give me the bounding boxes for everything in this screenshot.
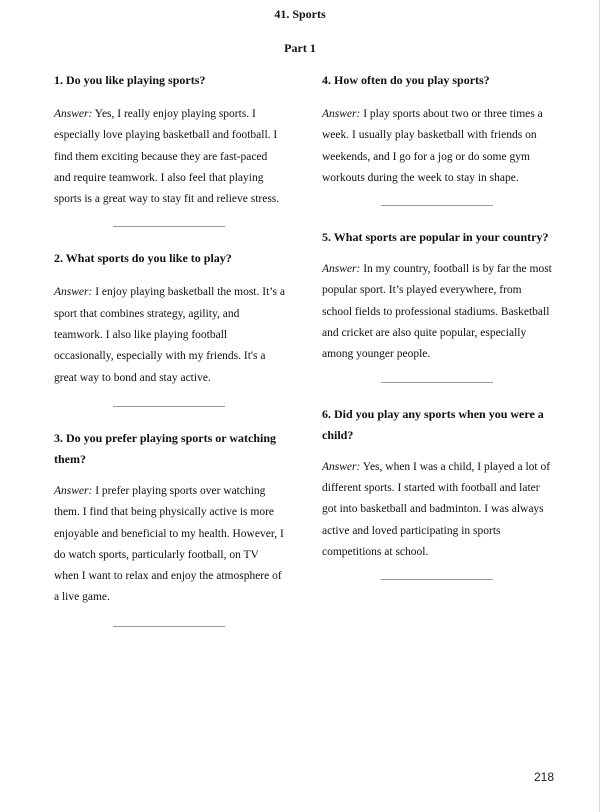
answer-text: In my country, football is by far the most popular sport. It’s played everywhere, from school fields to professional stadiums. Basketball and cricket are also quite popular, especially among younger people. bbox=[322, 263, 552, 361]
answer-text: Yes, I really enjoy playing sports. I especially love playing basketball and football. I find them exciting because they are fast-paced and require teamwork. I also feel that playing sports is a great way to stay fit and relieve stress. bbox=[54, 108, 280, 206]
divider bbox=[381, 382, 493, 383]
answer-text: Yes, when I was a child, I played a lot of different sports. I started with football and later got into basketball and badminton. I was always active and loved participating in sports competitions at school. bbox=[322, 460, 551, 558]
answer-label: Answer: bbox=[54, 286, 93, 299]
qa-block-3 bbox=[54, 428, 286, 627]
answer-6 bbox=[322, 457, 552, 563]
page-title: 41. Sports bbox=[274, 7, 326, 21]
answer-text: I play sports about two or three times a week. I usually play basketball with friends on weekends, and I go for a jog or do some gym workouts during the week to stay in shape. bbox=[322, 108, 543, 184]
question-6: 6. Did you play any sports when you were a child? bbox=[322, 406, 544, 442]
answer-2 bbox=[54, 282, 286, 388]
qa-block-5 bbox=[322, 227, 552, 382]
left-column bbox=[54, 70, 286, 627]
answer-1 bbox=[54, 104, 286, 210]
part-heading: Part 1 bbox=[284, 41, 316, 55]
qa-block-1 bbox=[54, 70, 286, 227]
question-5: 5. What sports are popular in your country? bbox=[322, 230, 549, 245]
question-2: 2. What sports do you like to play? bbox=[54, 251, 232, 266]
answer-label: Answer: bbox=[54, 108, 93, 120]
divider bbox=[381, 205, 493, 206]
answer-5 bbox=[322, 259, 552, 365]
qa-block-4 bbox=[322, 70, 552, 206]
divider bbox=[113, 226, 225, 227]
answer-text: I prefer playing sports over watching them. I find that being physically active is more enjoyable and beneficial to my health. However, I do watch sports, particularly football, on TV when I want to relax and enjoy the atmosphere of a live game. bbox=[54, 484, 284, 604]
divider bbox=[113, 626, 225, 627]
question-1: 1. Do you like playing sports? bbox=[54, 73, 206, 87]
answer-3 bbox=[54, 481, 286, 609]
answer-label: Answer: bbox=[322, 108, 361, 120]
question-3: 3. Do you prefer playing sports or watching them? bbox=[54, 430, 277, 466]
qa-block-6 bbox=[322, 404, 552, 580]
answer-4 bbox=[322, 104, 552, 189]
right-column bbox=[322, 70, 552, 580]
answer-text: I enjoy playing basketball the most. It’s a sport that combines strategy, agility, and teamwork. I also like playing football occasionally, especially with my friends. It's a great way to bond and stay active. bbox=[54, 286, 285, 384]
question-4: 4. How often do you play sports? bbox=[322, 73, 490, 87]
answer-label: Answer: bbox=[322, 460, 361, 473]
answer-label: Answer: bbox=[322, 263, 361, 276]
divider bbox=[381, 579, 493, 580]
qa-block-2 bbox=[54, 248, 286, 406]
page-number: 218 bbox=[534, 770, 555, 784]
divider bbox=[113, 406, 225, 407]
answer-label: Answer: bbox=[54, 484, 93, 497]
